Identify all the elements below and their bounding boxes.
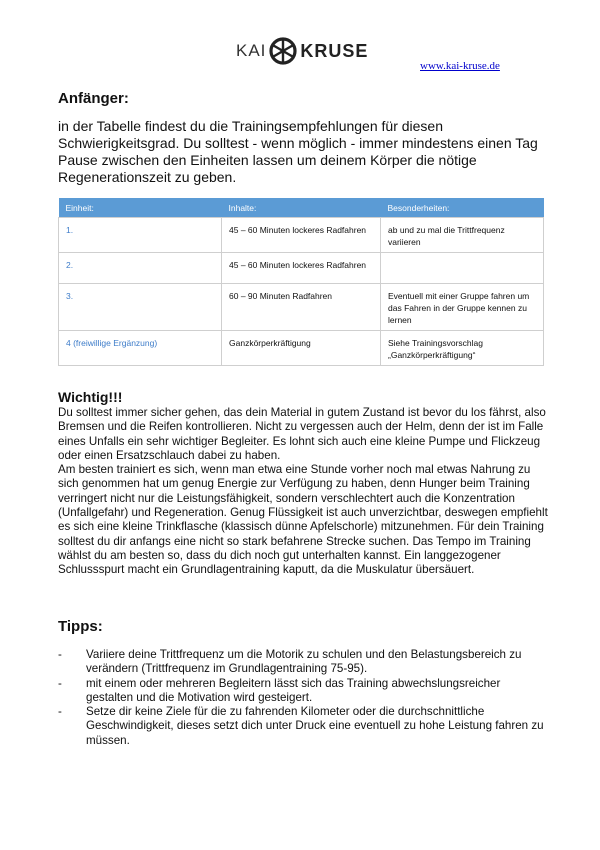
important-body [58,406,548,578]
tips-heading: Tipps: [58,618,103,635]
bullet-dash: - [58,648,62,661]
table-cell-unit: 4 (freiwillige Ergänzung) [59,331,222,366]
important-heading: Wichtig!!! [58,389,123,405]
bullet-dash: - [58,676,62,690]
table-cell-unit: 2. [59,253,222,284]
beginner-heading: Anfänger: [58,90,129,107]
beginner-intro: in der Tabelle findest du die Trainingsempfehlungen für diesen Schwierigkeitsgrad. Du solltest - wenn möglich - immer mindestens einen Tag Pause zwischen den Einheiten lassen um deinem Körper die nötige Regenerationszeit zu geben. [58,118,538,185]
website-link[interactable]: www.kai-kruse.de [420,60,500,72]
table-cell-unit: 1. [59,218,222,253]
tip-text: Setze dir keine Ziele für die zu fahrenden Kilometer oder die durchschnittliche Geschwindigkeit, dieses setzt dich unter Druck eine eventuell zu hohe Leistung fahren zu müssen. [86,705,544,747]
column-header-notes: Besonderheiten: [381,198,544,218]
table-row [59,331,544,366]
table-cell-notes [381,253,544,284]
table-header-row [59,198,544,218]
list-item [58,677,548,706]
table-row [59,253,544,284]
column-header-content: Inhalte: [222,198,381,218]
bullet-dash: - [58,705,62,719]
table-cell-notes: Eventuell mit einer Gruppe fahren um das Fahren in der Gruppe kennen zu lernen [381,284,544,331]
tips-list [58,648,548,748]
table-cell-content: 60 – 90 Minuten Radfahren [222,284,381,331]
training-plan-table [58,198,544,366]
table-cell-unit: 3. [59,284,222,331]
bike-wheel-icon [269,37,297,65]
important-paragraph-1: Du solltest immer sicher gehen, das dein Material in gutem Zustand ist bevor du los fährst, also Bremsen und die Reifen kontrollieren. Nicht zu vergessen auch der Helm, denn der ist im Falle eines Unfalls ein sehr wichtiger Begleiter. Es lohnt sich auch eine kleine Pumpe und Flickzeug oder einen Ersatzschlauch dabei zu haben. [58,406,546,462]
brand-logo [236,35,368,67]
table-cell-content: 45 – 60 Minuten lockeres Radfahren [222,253,381,284]
table-cell-content: Ganzkörperkräftigung [222,331,381,366]
column-header-unit: Einheit: [59,198,222,218]
table-row [59,284,544,331]
table-cell-content: 45 – 60 Minuten lockeres Radfahren [222,218,381,253]
table-row [59,218,544,253]
table-cell-notes: Siehe Trainingsvorschlag „Ganzkörperkräftigung“ [381,331,544,366]
important-paragraph-2: Am besten trainiert es sich, wenn man etwa eine Stunde vorher noch mal etwas Nahrung zu sich genommen hat um genug Energie zur Verfügung zu haben, denn Hunger beim Training verringert nicht nur die Leistungsfähigkeit, sondern verschlechtert auch die Konzentration (Unfallgefahr) und Regeneration. Genug Flüssigkeit ist auch unverzichtbar, deswegen empfiehlt es sich eine kleine Trinkflasche (klassisch dünne Apfelschorle) mitzunehmen. Für dein Training solltest du dir anfangs eine nicht so stark befahrene Strecke suchen. Das Tempo im Training wählst du am besten so, dass du dich noch gut unterhalten kannst. Ein langgezogener Schlussspurt macht ein Grundlagentraining kaputt, da die Muskulatur übersäuert. [58,463,548,577]
logo-text-left: KAI [236,41,267,60]
list-item [58,648,548,677]
table-cell-notes: ab und zu mal die Trittfrequenz variieren [381,218,544,253]
list-item [58,705,548,748]
tip-text: Variiere deine Trittfrequenz um die Motorik zu schulen und den Belastungsbereich zu verändern (Trittfrequenz im Grundlagentraining 75-95). [86,648,522,676]
logo-text-right: KRUSE [300,40,369,61]
tip-text: mit einem oder mehreren Begleitern lässt sich das Training abwechslungsreicher gestalten und die Motivation wird gesteigert. [86,676,501,704]
